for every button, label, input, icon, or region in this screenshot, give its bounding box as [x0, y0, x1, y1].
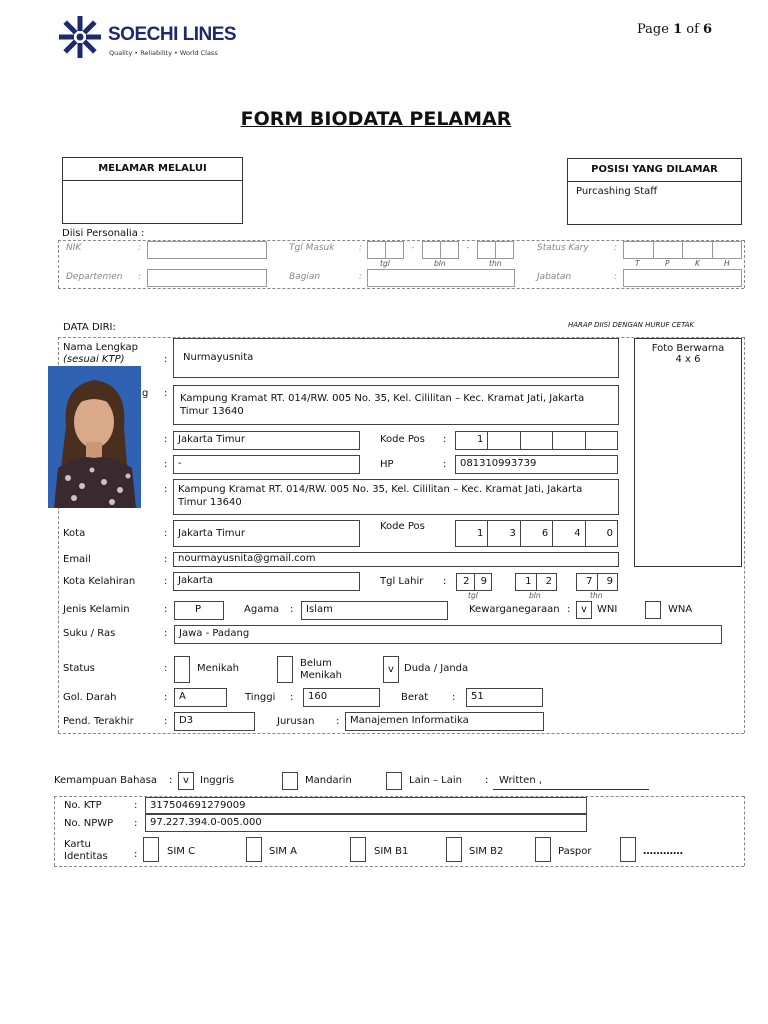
pend-field[interactable]: D3	[174, 712, 255, 731]
applicant-photo	[48, 366, 141, 508]
lain-value[interactable]: Written ,	[499, 775, 543, 786]
tgl-masuk-tgl-hint: tgl	[380, 259, 390, 268]
page-of: of	[686, 22, 699, 37]
wna-label: WNA	[668, 604, 693, 615]
applied-via-label: MELAMAR MELALUI	[63, 158, 242, 181]
tgl-lahir-digit: 1	[516, 574, 537, 590]
wni-label: WNI	[597, 604, 618, 615]
npwp-field[interactable]: 97.227.394.0-005.000	[145, 814, 587, 832]
departemen-label: Departemen	[66, 272, 123, 282]
position-box	[567, 158, 742, 225]
jk-field[interactable]: P	[174, 601, 224, 620]
jabatan-colon: :	[614, 272, 618, 282]
sim-b2-label: SIM B2	[469, 846, 504, 857]
paspor-checkbox[interactable]	[535, 837, 551, 862]
applied-via-box	[62, 157, 243, 224]
suku-label: Suku / Ras	[63, 628, 116, 639]
tgl-masuk-month[interactable]	[422, 241, 459, 259]
identitas-bottom-line	[54, 866, 744, 867]
tgl-lahir-day[interactable]	[456, 573, 492, 591]
position-label: POSISI YANG DILAMAR	[568, 159, 741, 182]
tgl-lahir-colon: :	[443, 576, 447, 587]
personalia-right-line	[744, 240, 745, 288]
wna-checkbox[interactable]	[645, 601, 661, 619]
email-field[interactable]: nourmayusnita@gmail.com	[173, 552, 619, 567]
status-kary-label: Status Kary	[537, 243, 589, 253]
nik-label: NIK	[66, 243, 82, 253]
tgl-lahir-digit: 9	[606, 576, 613, 587]
logo-tagline: Quality • Reliability • World Class	[109, 49, 218, 57]
tgl-masuk-thn-hint: thn	[489, 259, 502, 268]
kode-pos-digit: 6	[521, 521, 553, 546]
departemen-colon: :	[138, 272, 142, 282]
status-code-k: K	[695, 259, 700, 268]
email-label: Email	[63, 554, 91, 565]
kode-pos-ktp-colon: :	[443, 434, 447, 445]
jk-label: Jenis Kelamin	[63, 604, 130, 615]
tgl-lahir-month[interactable]	[515, 573, 557, 591]
kwn-label: Kewarganegaraan	[469, 604, 560, 615]
pend-label: Pend. Terakhir	[63, 716, 134, 727]
status-label: Status	[63, 663, 95, 674]
goldar-label: Gol. Darah	[63, 692, 117, 703]
tgl-lahir-bln-hint: bln	[529, 591, 541, 600]
kode-pos-field[interactable]	[455, 520, 618, 547]
kode-pos-ktp-digit: 1	[456, 432, 488, 449]
kota-lahir-label: Kota Kelahiran	[63, 576, 136, 587]
paspor-label: Paspor	[558, 846, 592, 857]
kota-label: Kota	[63, 528, 86, 539]
kota-lahir-field[interactable]: Jakarta	[173, 572, 360, 591]
photo-size: 4 x 6	[675, 354, 701, 365]
kode-pos-ktp-digit	[488, 432, 520, 449]
agama-field[interactable]: Islam	[301, 601, 448, 620]
tinggi-label: Tinggi	[245, 692, 276, 703]
sim-a-checkbox[interactable]	[246, 837, 262, 862]
berat-field[interactable]: 51	[466, 688, 543, 707]
applied-via-value[interactable]	[63, 181, 242, 189]
tgl-lahir-digit: 9	[480, 576, 487, 587]
alamat-ktp-colon: :	[164, 388, 168, 399]
form-title: FORM BIODATA PELAMAR	[240, 108, 512, 130]
suku-colon: :	[164, 628, 168, 639]
data-diri-right-line	[744, 337, 745, 733]
agama-label: Agama	[244, 604, 280, 615]
kwn-colon: :	[567, 604, 571, 615]
kode-pos-ktp-field[interactable]	[455, 431, 618, 450]
status-kary-boxes[interactable]	[623, 241, 742, 259]
kode-pos-ktp-label: Kode Pos	[380, 434, 425, 445]
lain-underline	[493, 789, 649, 790]
kota-ktp-colon: :	[164, 434, 168, 445]
tgl-lahir-digit: 7	[577, 574, 598, 590]
kode-pos-ktp-digit	[521, 432, 553, 449]
telp-field[interactable]: -	[173, 455, 360, 474]
departemen-field[interactable]	[147, 269, 267, 287]
tgl-masuk-label: Tgl Masuk	[289, 243, 335, 253]
photo-box	[634, 338, 742, 567]
kode-pos-digit: 0	[606, 528, 614, 539]
bagian-label: Bagian	[289, 272, 321, 282]
personalia-left-line	[58, 240, 59, 288]
inggris-label: Inggris	[200, 775, 235, 786]
hp-label: HP	[380, 459, 394, 470]
personalia-bottom-line	[58, 288, 744, 289]
jk-colon: :	[164, 604, 168, 615]
suku-field[interactable]: Jawa - Padang	[174, 625, 722, 644]
personalia-heading: Diisi Personalia :	[62, 228, 145, 239]
wni-checkbox[interactable]: v	[576, 601, 592, 619]
kode-pos-digit: 3	[488, 521, 520, 546]
data-diri-bottom-line	[58, 733, 744, 734]
tgl-lahir-tgl-hint: tgl	[468, 591, 478, 600]
tgl-lahir-thn-hint: thn	[590, 591, 603, 600]
menikah-checkbox[interactable]	[174, 656, 190, 683]
nik-colon: :	[138, 243, 142, 253]
menikah-label: Menikah	[197, 663, 239, 674]
duda-janda-checkbox[interactable]: v	[383, 656, 399, 683]
other-id-checkbox[interactable]	[620, 837, 636, 862]
logo-star-icon	[58, 15, 102, 59]
sim-c-checkbox[interactable]	[143, 837, 159, 862]
status-code-t: T	[635, 259, 640, 268]
other-id-label: …………	[643, 846, 683, 857]
tgl-lahir-digit: 2	[457, 574, 475, 590]
identitas-right-line	[744, 796, 745, 866]
sim-a-label: SIM A	[269, 846, 297, 857]
nama-colon: :	[164, 354, 168, 365]
jurusan-field[interactable]: Manajemen Informatika	[345, 712, 544, 731]
kota-ktp-field[interactable]: Jakarta Timur	[173, 431, 360, 450]
ktp-field[interactable]: 317504691279009	[145, 797, 587, 814]
hp-colon: :	[443, 459, 447, 470]
tgl-masuk-dash1: -	[411, 243, 415, 253]
tgl-masuk-dash2: -	[466, 243, 470, 253]
npwp-label: No. NPWP	[64, 818, 114, 829]
photo-label: Foto Berwarna	[651, 343, 725, 354]
tinggi-colon: :	[290, 692, 294, 703]
mandarin-label: Mandarin	[305, 775, 352, 786]
tgl-masuk-year[interactable]	[477, 241, 514, 259]
identitas-left-line	[54, 796, 55, 866]
alamat-domisili-field[interactable]: Kampung Kramat RT. 014/RW. 005 No. 35, Kel. Cililitan – Kec. Kramat Jati, Jakarta Timur 13640	[173, 479, 619, 515]
kota-lahir-colon: :	[164, 576, 168, 587]
berat-label: Berat	[401, 692, 429, 703]
agama-colon: :	[290, 604, 294, 615]
bahasa-label: Kemampuan Bahasa	[54, 775, 157, 786]
hp-field[interactable]: 081310993739	[455, 455, 618, 474]
inggris-checkbox[interactable]: v	[178, 772, 194, 790]
logo-name: SOECHI LINES	[108, 24, 237, 45]
status-code-p: P	[665, 259, 670, 268]
company-logo	[58, 15, 248, 61]
data-diri-heading: DATA DIRI:	[63, 322, 116, 333]
sim-b2-checkbox[interactable]	[446, 837, 462, 862]
page-prefix: Page	[637, 22, 669, 37]
duda-janda-label: Duda / Janda	[404, 663, 469, 674]
bagian-colon: :	[359, 272, 363, 282]
kartu-label: Kartu	[64, 839, 91, 850]
data-diri-note: HARAP DIISI DENGAN HURUF CETAK	[568, 321, 695, 329]
tgl-masuk-colon: :	[359, 243, 363, 253]
tgl-lahir-digit: 2	[545, 576, 552, 587]
kota-field[interactable]: Jakarta Timur	[173, 520, 360, 547]
kode-pos-digit: 1	[456, 521, 488, 546]
alamat-ktp-label-partial: g	[142, 388, 149, 399]
berat-colon: :	[452, 692, 456, 703]
nama-sublabel: (sesuai KTP)	[63, 354, 125, 365]
position-value[interactable]: Purcashing Staff	[576, 186, 658, 197]
kartu-colon: :	[134, 849, 138, 860]
belum-menikah-checkbox[interactable]	[277, 656, 293, 683]
nik-field[interactable]	[147, 241, 267, 259]
status-kary-colon: :	[614, 243, 618, 253]
page-indicator	[637, 22, 712, 37]
tgl-lahir-label: Tgl Lahir	[380, 576, 424, 587]
kode-pos-ktp-digit	[553, 432, 585, 449]
nama-label: Nama Lengkap	[63, 342, 138, 353]
alamat-domisili-colon: :	[164, 484, 168, 495]
bahasa-colon: :	[169, 775, 173, 786]
pend-colon: :	[164, 716, 168, 727]
sim-b1-label: SIM B1	[374, 846, 409, 857]
kota-colon: :	[164, 528, 168, 539]
jurusan-label: Jurusan	[277, 716, 315, 727]
goldar-colon: :	[164, 692, 168, 703]
tgl-lahir-year[interactable]	[576, 573, 618, 591]
mandarin-checkbox[interactable]	[282, 772, 298, 790]
jurusan-colon: :	[336, 716, 340, 727]
status-code-h: H	[724, 259, 730, 268]
belum-label: Belum	[300, 658, 332, 669]
tgl-masuk-bln-hint: bln	[434, 259, 446, 268]
tgl-masuk-day[interactable]	[367, 241, 404, 259]
jabatan-field[interactable]	[623, 269, 742, 287]
sim-c-label: SIM C	[167, 846, 196, 857]
ktp-colon: :	[134, 800, 138, 811]
person-photo-icon	[48, 366, 141, 508]
lain-label: Lain – Lain	[409, 775, 462, 786]
lain-colon: :	[485, 775, 489, 786]
jabatan-label: Jabatan	[537, 272, 572, 282]
sim-b1-checkbox[interactable]	[350, 837, 366, 862]
lain-checkbox[interactable]	[386, 772, 402, 790]
telp-colon: :	[164, 459, 168, 470]
bagian-field[interactable]	[367, 269, 515, 287]
kode-pos-digit: 4	[553, 521, 585, 546]
tinggi-field[interactable]: 160	[303, 688, 380, 707]
page-number: 1	[673, 22, 683, 37]
belum-menikah-label: Menikah	[300, 670, 342, 681]
status-colon: :	[164, 663, 168, 674]
npwp-colon: :	[134, 818, 138, 829]
email-colon: :	[164, 554, 168, 565]
kode-pos-ktp-digit	[586, 432, 617, 449]
ktp-label: No. KTP	[64, 800, 102, 811]
nama-field[interactable]: Nurmayusnita	[173, 338, 619, 378]
kode-pos-label: Kode Pos	[380, 521, 425, 532]
goldar-field[interactable]: A	[174, 688, 227, 707]
identitas-label: Identitas	[64, 851, 108, 862]
page-total: 6	[703, 22, 713, 37]
alamat-ktp-field[interactable]: Kampung Kramat RT. 014/RW. 005 No. 35, Kel. Cililitan – Kec. Kramat Jati, Jakarta Timur 13640	[173, 385, 619, 425]
